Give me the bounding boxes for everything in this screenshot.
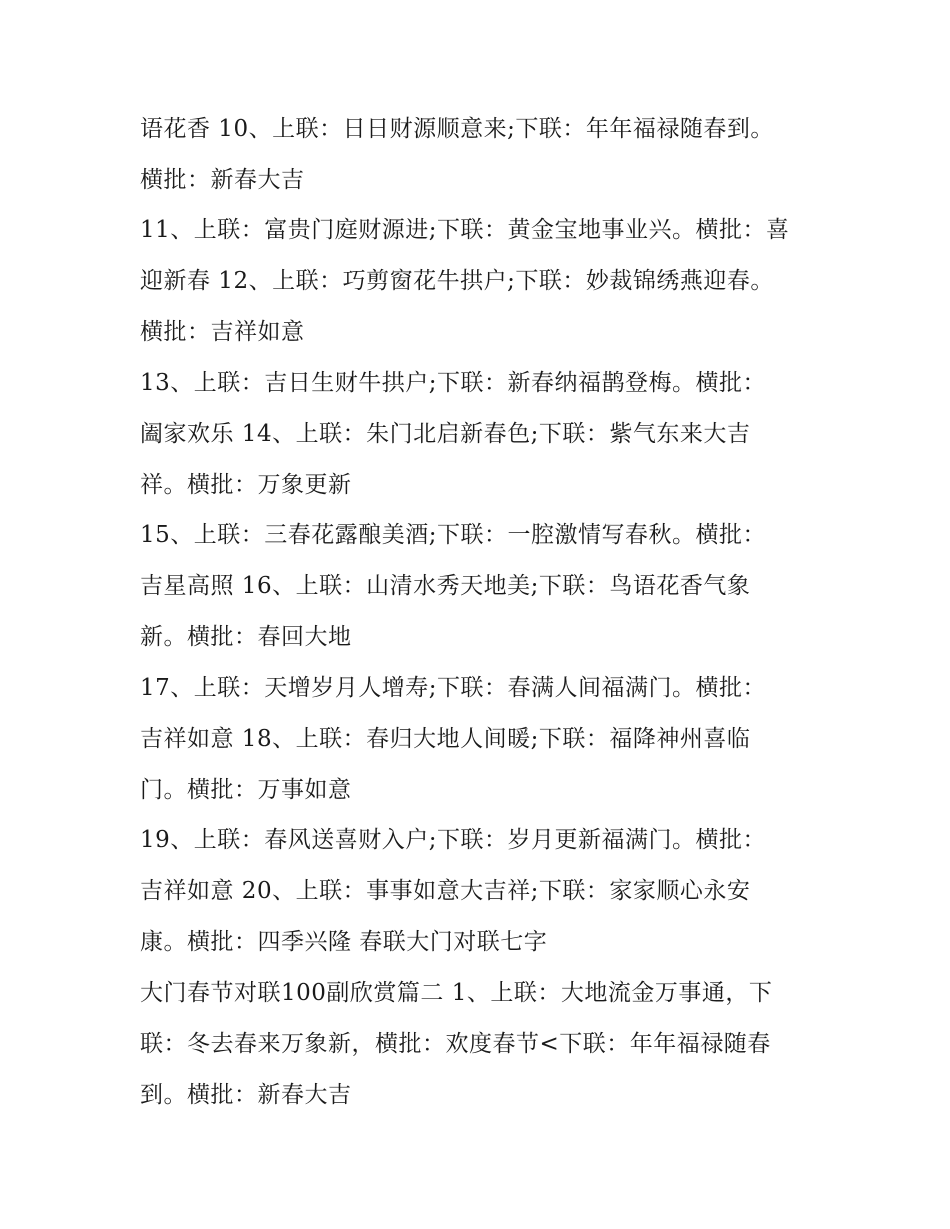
text-line: 新。横批：春回大地: [140, 624, 352, 650]
text-line: 横批：新春大吉: [140, 167, 305, 193]
text-line: 祥。横批：万象更新: [140, 472, 352, 498]
text-line: 语花香 10、上联：日日财源顺意来;下联：年年福禄随春到。: [140, 116, 774, 142]
text-line: 11、上联：富贵门庭财源进;下联：黄金宝地事业兴。横批：喜: [140, 217, 790, 243]
text-line: 横批：吉祥如意: [140, 319, 305, 345]
text-line: 联：冬去春来万象新，横批：欢度春节<下联：年年福禄随春: [140, 1031, 771, 1057]
text-line: 吉星高照 16、上联：山清水秀天地美;下联：鸟语花香气象: [140, 573, 751, 599]
text-line: 19、上联：春风送喜财入户;下联：岁月更新福满门。横批：: [140, 827, 767, 853]
text-line: 吉祥如意 20、上联：事事如意大吉祥;下联：家家顺心永安: [140, 878, 751, 904]
text-line: 康。横批：四季兴隆 春联大门对联七字: [140, 929, 548, 955]
text-line: 17、上联：天增岁月人增寿;下联：春满人间福满门。横批：: [140, 675, 767, 701]
text-line: 15、上联：三春花露酿美酒;下联：一腔激情写春秋。横批：: [140, 522, 767, 548]
text-line: 阖家欢乐 14、上联：朱门北启新春色;下联：紫气东来大吉: [140, 421, 751, 447]
text-line: 迎新春 12、上联：巧剪窗花牛拱户;下联：妙裁锦绣燕迎春。: [140, 268, 774, 294]
text-line: 吉祥如意 18、上联：春归大地人间暖;下联：福降神州喜临: [140, 726, 751, 752]
text-line: 到。横批：新春大吉: [140, 1082, 352, 1108]
text-line: 门。横批：万事如意: [140, 777, 352, 803]
text-line: 13、上联：吉日生财牛拱户;下联：新春纳福鹊登梅。横批：: [140, 370, 767, 396]
text-line: 大门春节对联100副欣赏篇二 1、上联：大地流金万事通，下: [140, 980, 773, 1006]
